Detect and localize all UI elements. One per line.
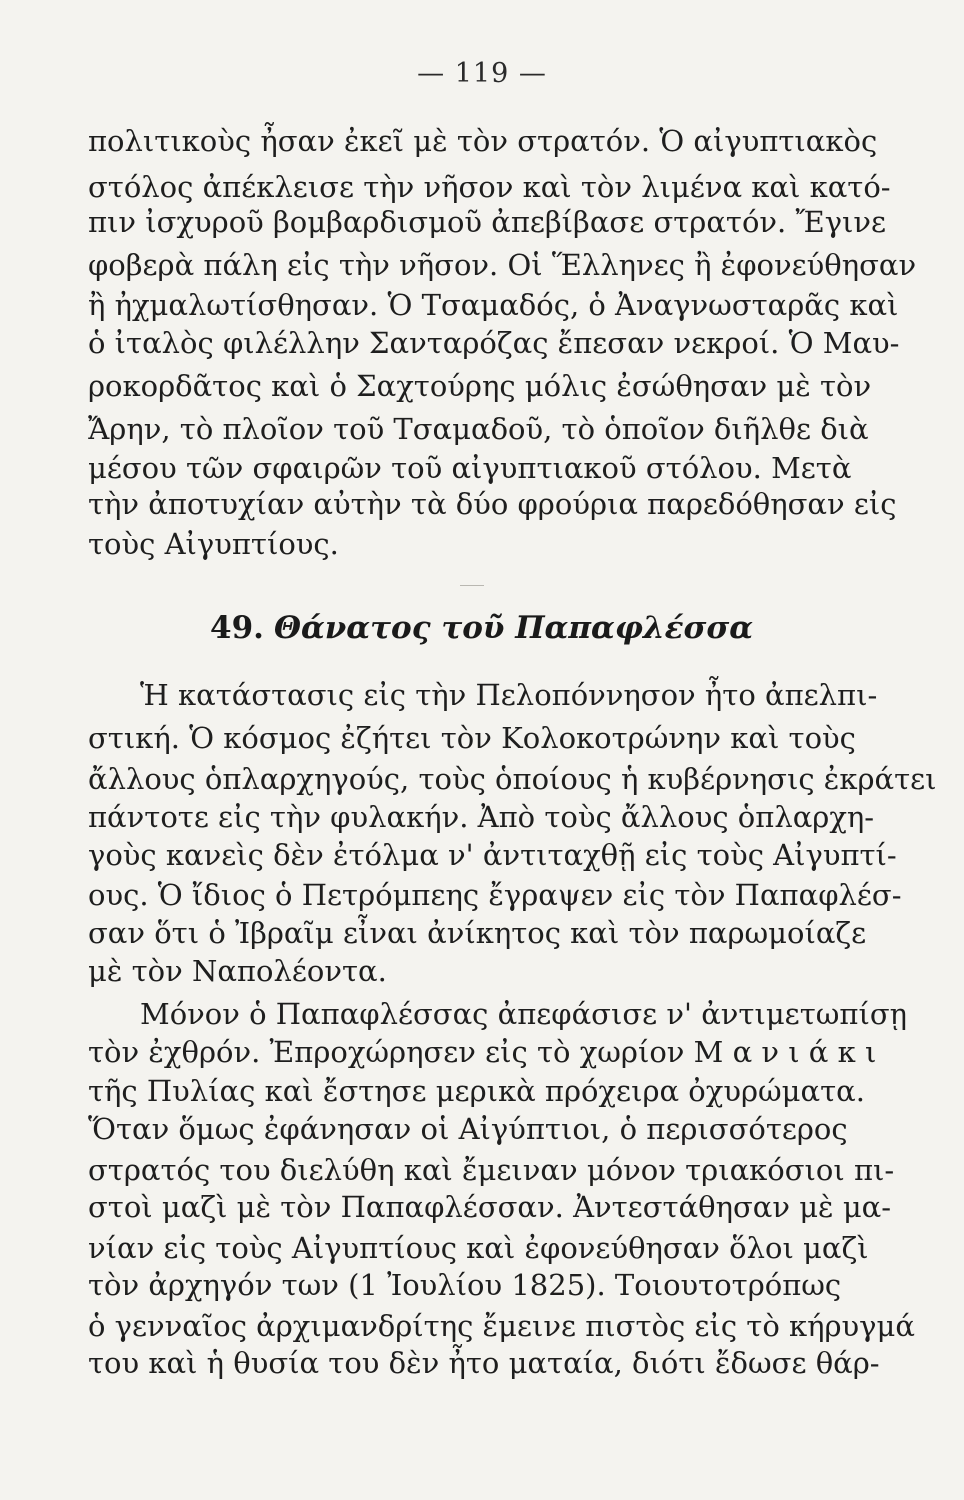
text-line: ἢ ἠχμαλωτίσθησαν. Ὁ Τσαμαδός, ὁ Ἀναγνωσταρᾶς καὶ xyxy=(88,288,899,322)
text-line: γοὺς κανεὶς δὲν ἐτόλμα ν' ἀντιταχθῇ εἰς τοὺς Αἰγυπτί- xyxy=(88,838,897,872)
text-line: φοβερὰ πάλη εἰς τὴν νῆσον. Οἱ Ἕλληνες ἢ ἐφονεύθησαν xyxy=(88,248,917,282)
text-line: τὸν ἀρχηγόν των (1 Ἰουλίου 1825). Τοιουτοτρόπως xyxy=(88,1268,842,1302)
text-line: μέσου τῶν σφαιρῶν τοῦ αἰγυπτιακοῦ στόλου. Μετὰ xyxy=(88,451,852,485)
text-line: στόλος ἀπέκλεισε τὴν νῆσον καὶ τὸν λιμένα καὶ κατό- xyxy=(88,170,891,204)
section-number: 49. xyxy=(210,610,264,646)
text-line: πολιτικοὺς ἦσαν ἐκεῖ μὲ τὸν στρατόν. Ὁ αἰγυπτιακὸς xyxy=(88,124,878,158)
text-line: πιν ἰσχυροῦ βομβαρδισμοῦ ἀπεβίβασε στρατόν. Ἔγινε xyxy=(88,205,887,239)
text-line: ους. Ὁ ἴδιος ὁ Πετρόμπεης ἔγραψεν εἰς τὸν Παπαφλέσ- xyxy=(88,878,902,912)
section-heading xyxy=(210,608,770,648)
text-line: Μόνον ὁ Παπαφλέσσας ἀπεφάσισε ν' ἀντιμετωπίσῃ xyxy=(140,997,907,1031)
section-title: Θάνατος τοῦ Παπαφλέσσα xyxy=(273,610,754,646)
text-line: τὸν ἐχθρόν. Ἐπροχώρησεν εἰς τὸ χωρίον Μ α ν ι ά κ ι xyxy=(88,1035,877,1069)
text-line: πάντοτε εἰς τὴν φυλακήν. Ἀπὸ τοὺς ἄλλους ὁπλαρχη- xyxy=(88,800,875,834)
text-line: τοὺς Αἰγυπτίους. xyxy=(88,527,339,561)
text-line: ὁ γενναῖος ἀρχιμανδρίτης ἔμεινε πιστὸς εἰς τὸ κήρυγμά xyxy=(88,1309,915,1343)
text-line: στική. Ὁ κόσμος ἐζήτει τὸν Κολοκοτρώνην καὶ τοὺς xyxy=(88,721,856,755)
text-line: ροκορδᾶτος καὶ ὁ Σαχτούρης μόλις ἐσώθησαν μὲ τὸν xyxy=(88,369,872,403)
section-separator xyxy=(460,585,484,586)
text-line: ἄλλους ὁπλαρχηγούς, τοὺς ὁποίους ἡ κυβέρνησις ἐκράτει xyxy=(88,762,937,796)
text-line: Ὅταν ὅμως ἐφάνησαν οἱ Αἰγύπτιοι, ὁ περισσότερος xyxy=(88,1112,848,1146)
text-line: σαν ὅτι ὁ Ἰβραῖμ εἶναι ἀνίκητος καὶ τὸν παρωμοίαζε xyxy=(88,916,867,950)
text-line: στοὶ μαζὶ μὲ τὸν Παπαφλέσσαν. Ἀντεστάθησαν μὲ μα- xyxy=(88,1190,892,1224)
page-number: — 119 — xyxy=(417,58,547,89)
text-line: νίαν εἰς τοὺς Αἰγυπτίους καὶ ἐφονεύθησαν ὅλοι μαζὶ xyxy=(88,1231,869,1265)
text-line: μὲ τὸν Ναπολέοντα. xyxy=(88,954,387,988)
text-line: του καὶ ἡ θυσία του δὲν ἦτο ματαία, διότι ἔδωσε θάρ- xyxy=(88,1346,880,1380)
text-line: στρατός του διελύθη καὶ ἔμειναν μόνον τριακόσιοι πι- xyxy=(88,1153,895,1187)
text-line: τὴν ἀποτυχίαν αὐτὴν τὰ δύο φρούρια παρεδόθησαν εἰς xyxy=(88,487,897,521)
text-line: Ἄρην, τὸ πλοῖον τοῦ Τσαμαδοῦ, τὸ ὁποῖον διῆλθε διὰ xyxy=(88,412,869,446)
text-line: τῆς Πυλίας καὶ ἔστησε μερικὰ πρόχειρα ὀχυρώματα. xyxy=(88,1074,865,1108)
text-line: ὁ ἰταλὸς φιλέλλην Σανταρόζας ἔπεσαν νεκροί. Ὁ Μαυ- xyxy=(88,326,900,360)
text-line: Ἡ κατάστασις εἰς τὴν Πελοπόννησον ἦτο ἀπελπι- xyxy=(140,678,878,712)
